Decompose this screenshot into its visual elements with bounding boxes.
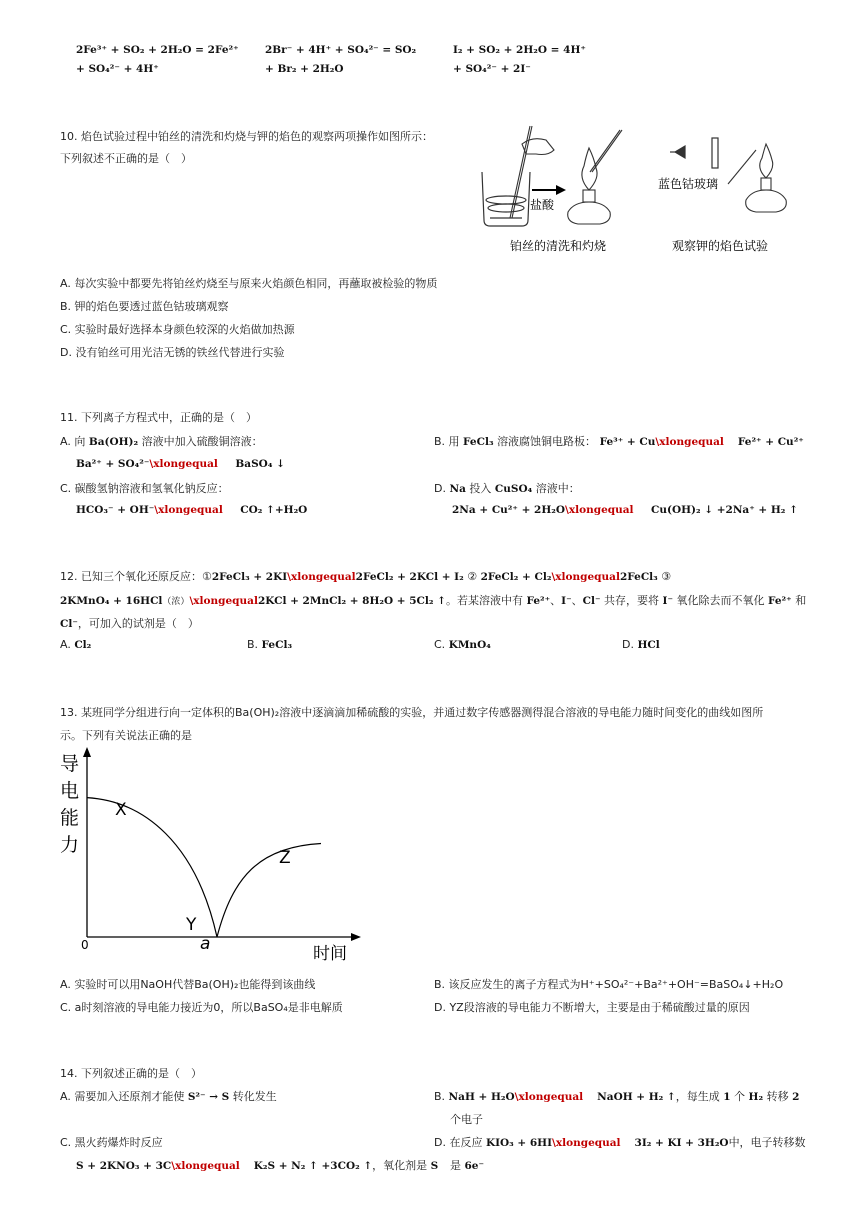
ion-iodide: I⁻ [561, 595, 572, 607]
formula: HCl [637, 639, 660, 651]
formula: FeCl₃ [463, 436, 494, 448]
stem-text: 12. 已知三个氧化还原反应：① [60, 570, 212, 583]
q14-option-a [60, 1088, 277, 1104]
q11-option-d-equation [452, 503, 798, 516]
marker: ③ [661, 570, 672, 583]
option-label: D. [622, 638, 634, 651]
formula: FeCl₃ [261, 639, 293, 651]
option-text: 溶液中： [535, 482, 580, 495]
option-text: ，每生成 [675, 1090, 720, 1103]
q10-stem-line2: 下列叙述不正确的是（ ） [60, 152, 192, 165]
q13-option-c: C. a时刻溶液的导电能力接近为0，所以BaSO₄是非电解质 [60, 1001, 343, 1014]
marker: ② [467, 570, 478, 583]
separator: 、 [550, 594, 562, 607]
q14-option-c: C. 黑火药爆炸时反应 [60, 1136, 163, 1149]
eq-sign: \xlongequal [551, 571, 620, 583]
reaction2-left: 2FeCl₂ + Cl₂ [480, 571, 552, 583]
reaction3-left: 2KMnO₄ + 16HCl [60, 595, 163, 607]
option-text: ，氧化剂是 [372, 1159, 428, 1172]
eq-right: Cu(OH)₂ ↓ +2Na⁺ + H₂ ↑ [651, 504, 798, 516]
formula: Cl₂ [74, 639, 92, 651]
q12-option-a [60, 638, 91, 651]
q14-option-b-cont: 个电子 [450, 1113, 483, 1126]
y-axis-label-char: 能 [60, 807, 80, 829]
eq-left: Fe³⁺ + Cu [599, 436, 656, 448]
option-text: A. 需要加入还原剂才能使 [60, 1090, 185, 1103]
option-text: D. 在反应 [434, 1136, 483, 1149]
top-option-b-line1: 2Br⁻ + 4H⁺ + SO₄²⁻ = SO₂ [265, 44, 417, 56]
formula: S²⁻ → S [187, 1091, 230, 1103]
eq-sign: \xlongequal [149, 458, 218, 470]
q10-option-d: D. 没有铂丝可用光洁无锈的铁丝代替进行实验 [60, 346, 285, 359]
eye-icon [670, 146, 685, 158]
ion-chloride: Cl⁻ [60, 618, 78, 630]
eq-right: Fe²⁺ + Cu²⁺ [737, 436, 804, 448]
option-label: B. 用 [434, 435, 460, 448]
y-axis-label-char: 力 [60, 834, 80, 856]
reaction2-right: 2FeCl₃ [619, 571, 658, 583]
q13-chart [55, 745, 375, 970]
q11-option-b [434, 433, 804, 449]
q12-stem-line3 [60, 615, 199, 631]
formula: CuSO₄ [494, 483, 533, 495]
q11-option-c: C. 碳酸氢钠溶液和氢氧化钠反应： [60, 482, 229, 495]
point-a-label: a [200, 934, 211, 954]
stem-text: ，可加入的试剂是（ ） [77, 617, 199, 630]
q10-option-a: A. 每次实验中都要先将铂丝灼烧至与原来火焰颜色相同，再蘸取被检验的物质 [60, 277, 438, 290]
beaker-icon [482, 172, 530, 226]
q13-stem-line1: 13. 某班同学分组进行向一定体积的Ba(OH)₂溶液中逐滴滴加稀硫酸的实验，并通过数字传感器测得混合溶液的导电能力随时间变化的曲线如图所 [60, 706, 764, 719]
eq-sign: \xlongequal [552, 1137, 621, 1149]
option-text: 转移 [766, 1090, 789, 1103]
y-axis-label-char: 导 [60, 753, 80, 775]
eq-sign: \xlongequal [655, 436, 724, 448]
top-option-c-line2: + SO₄²⁻ + 2I⁻ [453, 63, 531, 75]
eq-right: K₂S + N₂ ↑ +3CO₂ ↑ [253, 1160, 373, 1172]
option-label: D. [434, 482, 446, 495]
q11-option-c-equation [76, 503, 307, 516]
eq-right: CO₂ ↑+H₂O [240, 504, 308, 516]
eq-left: 2Na + Cu²⁺ + 2H₂O [452, 504, 566, 516]
origin-label: 0 [81, 938, 89, 952]
q13-option-b: B. 该反应发生的离子方程式为H⁺+SO₄²⁻+Ba²⁺+OH⁻=BaSO₄↓+H₂O [434, 978, 784, 991]
q13-option-a: A. 实验时可以用NaOH代替Ba(OH)₂也能得到该曲线 [60, 978, 316, 991]
concentrated-note: （浓） [162, 597, 190, 607]
q14-option-c-equation [76, 1157, 438, 1173]
option-text: 中，电子转移数 [728, 1136, 806, 1149]
ion-fe2: Fe²⁺ [526, 595, 551, 607]
q10-stem-line1: 10. 焰色试验过程中铂丝的清洗和灼烧与钾的焰色的观察两项操作如图所示： [60, 130, 433, 143]
y-axis-label-char: 电 [60, 780, 80, 802]
top-option-c-line1: I₂ + SO₂ + 2H₂O = 4H⁺ [453, 44, 586, 56]
stem-text: 和 [795, 594, 807, 607]
point-x-label: X [115, 800, 127, 820]
separator: 、 [571, 594, 583, 607]
x-axis-arrow [351, 933, 361, 941]
q14-option-d-cont [450, 1157, 484, 1173]
ion-chloride: Cl⁻ [582, 595, 601, 607]
alcohol-burner-icon [568, 130, 622, 224]
number: 2 [792, 1091, 800, 1103]
q12-stem-line1 [60, 568, 671, 584]
stem-text: 氧化除去而不氧化 [676, 594, 765, 607]
q10-figure [470, 122, 800, 262]
q12-option-b [247, 638, 292, 651]
formula: KMnO₄ [448, 639, 491, 651]
formula: Ba(OH)₂ [88, 436, 139, 448]
eq-sign: \xlongequal [189, 595, 258, 607]
eq-sign: \xlongequal [154, 504, 223, 516]
formula: S [430, 1160, 439, 1172]
eq-right: 3I₂ + KI + 3H₂O [634, 1137, 729, 1149]
q12-option-d [622, 638, 660, 651]
option-text: 投入 [469, 482, 492, 495]
top-option-a-line1: 2Fe³⁺ + SO₂ + 2H₂O = 2Fe²⁺ [76, 44, 239, 56]
option-text: 是 [450, 1159, 461, 1172]
eq-left: NaH + H₂O [448, 1091, 515, 1103]
eq-sign: \xlongequal [565, 504, 634, 516]
ion-fe2: Fe²⁺ [768, 595, 792, 607]
q11-option-d [434, 480, 580, 496]
option-text: 个 [734, 1090, 746, 1103]
q11-option-a-equation [76, 457, 285, 470]
x-axis-label: 时间 [313, 944, 347, 964]
arrow-icon [532, 185, 566, 195]
eq-sign: \xlongequal [287, 571, 356, 583]
q11-stem: 11. 下列离子方程式中，正确的是（ ） [60, 411, 257, 424]
q13-stem-line2: 示。下列有关说法正确的是 [60, 729, 192, 742]
option-label: C. [434, 638, 446, 651]
q14-option-b [434, 1088, 799, 1104]
option-label: B. [434, 1090, 446, 1103]
cobalt-glass-icon [712, 138, 718, 168]
q14-stem: 14. 下列叙述正确的是（ ） [60, 1067, 202, 1080]
q11-option-a [60, 433, 263, 449]
formula: H₂ [748, 1091, 764, 1103]
ion-iodide: I⁻ [662, 595, 673, 607]
eq-left: S + 2KNO₃ + 3C [76, 1160, 172, 1172]
option-label: A. 向 [60, 435, 86, 448]
fig-caption-left: 铂丝的清洗和灼烧 [510, 239, 607, 253]
eq-right: NaOH + H₂ ↑ [597, 1091, 676, 1103]
number: 1 [723, 1091, 731, 1103]
reaction1-left: 2FeCl₃ + 2KI [211, 571, 288, 583]
eq-left: Ba²⁺ + SO₄²⁻ [76, 458, 150, 470]
option-text: 溶液中加入硫酸铜溶液： [141, 435, 263, 448]
eq-left: KIO₃ + 6HI [485, 1137, 552, 1149]
q14-option-d [434, 1134, 806, 1150]
point-z-label: Z [279, 848, 291, 868]
eq-left: HCO₃⁻ + OH⁻ [76, 504, 155, 516]
top-option-a-line2: + SO₄²⁻ + 4H⁺ [76, 63, 159, 75]
q12-option-c [434, 638, 491, 651]
fig-caption-right: 观察钾的焰色试验 [672, 239, 769, 253]
q13-option-d: D. YZ段溶液的导电能力不断增大，主要是由于稀硫酸过量的原因 [434, 1001, 750, 1014]
fig-label-acid: 盐酸 [530, 198, 555, 212]
y-axis-arrow [83, 747, 91, 757]
eq-sign: \xlongequal [171, 1160, 240, 1172]
q10-option-b: B. 钾的焰色要透过蓝色钴玻璃观察 [60, 300, 229, 313]
reaction3-right: 2KCl + 2MnCl₂ + 8H₂O + 5Cl₂ ↑ [257, 595, 446, 607]
option-text: 转化发生 [232, 1090, 277, 1103]
formula: 6e⁻ [464, 1160, 485, 1172]
fig-label-glass: 蓝色钴玻璃 [658, 177, 719, 191]
q10-option-c: C. 实验时最好选择本身颜色较深的火焰做加热源 [60, 323, 295, 336]
platinum-wire-icon [728, 150, 756, 184]
alcohol-burner-icon [746, 144, 787, 212]
eq-right: BaSO₄ ↓ [235, 458, 285, 470]
eq-sign: \xlongequal [514, 1091, 584, 1103]
point-y-label: Y [186, 915, 197, 935]
reaction1-right: 2FeCl₂ + 2KCl + I₂ [355, 571, 464, 583]
stem-text: 共存，要将 [604, 594, 660, 607]
option-label: B. [247, 638, 259, 651]
option-label: A. [60, 638, 71, 651]
stem-text: 。若某溶液中有 [445, 594, 523, 607]
option-text: 溶液腐蚀铜电路板： [497, 435, 597, 448]
top-option-b-line2: + Br₂ + 2H₂O [265, 63, 344, 75]
formula: Na [449, 483, 466, 495]
q12-stem-line2 [60, 592, 806, 608]
